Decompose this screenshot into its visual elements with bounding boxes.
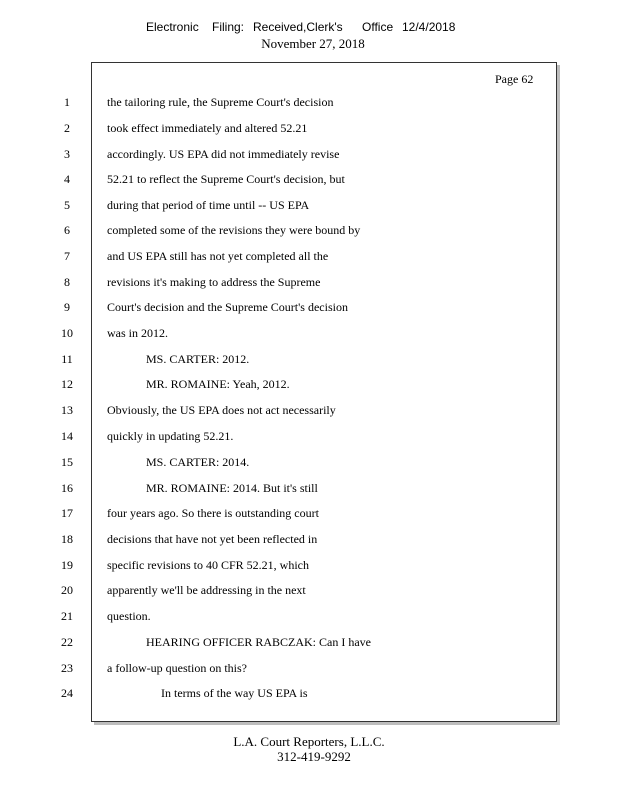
line-text: the tailoring rule, the Supreme Court's decision (107, 95, 334, 109)
line-text: quickly in updating 52.21. (107, 429, 234, 443)
line-number: 9 (64, 300, 70, 314)
line-number: 18 (61, 532, 73, 546)
line-text: was in 2012. (107, 326, 168, 340)
electronic-filing-stamp (0, 20, 618, 36)
line-number: 3 (64, 147, 70, 161)
line-text: In terms of the way US EPA is (161, 686, 308, 700)
stamp-word: Electronic (146, 20, 199, 34)
line-text: decisions that have not yet been reflected in (107, 532, 318, 546)
line-number: 7 (64, 249, 70, 263)
line-number: 2 (64, 121, 70, 135)
line-number: 4 (64, 172, 70, 186)
line-text: MS. CARTER: 2014. (146, 455, 250, 469)
line-number: 16 (61, 481, 73, 495)
line-text: accordingly. US EPA did not immediately revise (107, 147, 340, 161)
line-number: 21 (61, 609, 73, 623)
line-number: 1 (64, 95, 70, 109)
line-text: MR. ROMAINE: 2014. But it's still (146, 481, 318, 495)
line-number: 19 (61, 558, 73, 572)
filed-date: November 27, 2018 (261, 36, 365, 51)
line-number: 23 (61, 661, 73, 675)
line-number: 12 (61, 377, 73, 391)
line-number: 8 (64, 275, 70, 289)
line-text: Obviously, the US EPA does not act necessarily (107, 403, 336, 417)
line-text: HEARING OFFICER RABCZAK: Can I have (146, 635, 371, 649)
line-text: question. (107, 609, 151, 623)
stamp-word: 12/4/2018 (402, 20, 456, 34)
line-text: and US EPA still has not yet completed all the (107, 249, 329, 263)
line-number: 24 (61, 686, 73, 700)
line-text: a follow-up question on this? (107, 661, 247, 675)
line-text: 52.21 to reflect the Supreme Court's decision, but (107, 172, 345, 186)
line-text: apparently we'll be addressing in the next (107, 583, 306, 597)
stamp-word: Office (362, 20, 394, 34)
line-number: 13 (61, 403, 73, 417)
line-text: four years ago. So there is outstanding court (107, 506, 319, 520)
line-number: 10 (61, 326, 73, 340)
court-reporter-phone: 312-419-9292 (277, 749, 351, 764)
line-number: 6 (64, 223, 70, 237)
page-number: Page 62 (495, 72, 534, 86)
line-text: during that period of time until -- US EPA (107, 198, 310, 212)
line-text: MR. ROMAINE: Yeah, 2012. (146, 377, 290, 391)
court-reporter-name: L.A. Court Reporters, L.L.C. (233, 734, 385, 749)
line-text: took effect immediately and altered 52.21 (107, 121, 308, 135)
stamp-word: Filing: (212, 20, 245, 34)
line-number: 15 (61, 455, 73, 469)
line-text: Court's decision and the Supreme Court's decision (107, 300, 348, 314)
line-text: specific revisions to 40 CFR 52.21, which (107, 558, 309, 572)
line-number: 17 (61, 506, 73, 520)
line-number: 20 (61, 583, 73, 597)
line-text: completed some of the revisions they were bound by (107, 223, 361, 237)
stamp-word: Received,Clerk's (253, 20, 343, 34)
line-number: 5 (64, 198, 70, 212)
line-text: MS. CARTER: 2012. (146, 352, 250, 366)
line-number: 22 (61, 635, 73, 649)
line-number: 11 (61, 352, 73, 366)
line-text: revisions it's making to address the Supreme (107, 275, 321, 289)
line-number: 14 (61, 429, 73, 443)
